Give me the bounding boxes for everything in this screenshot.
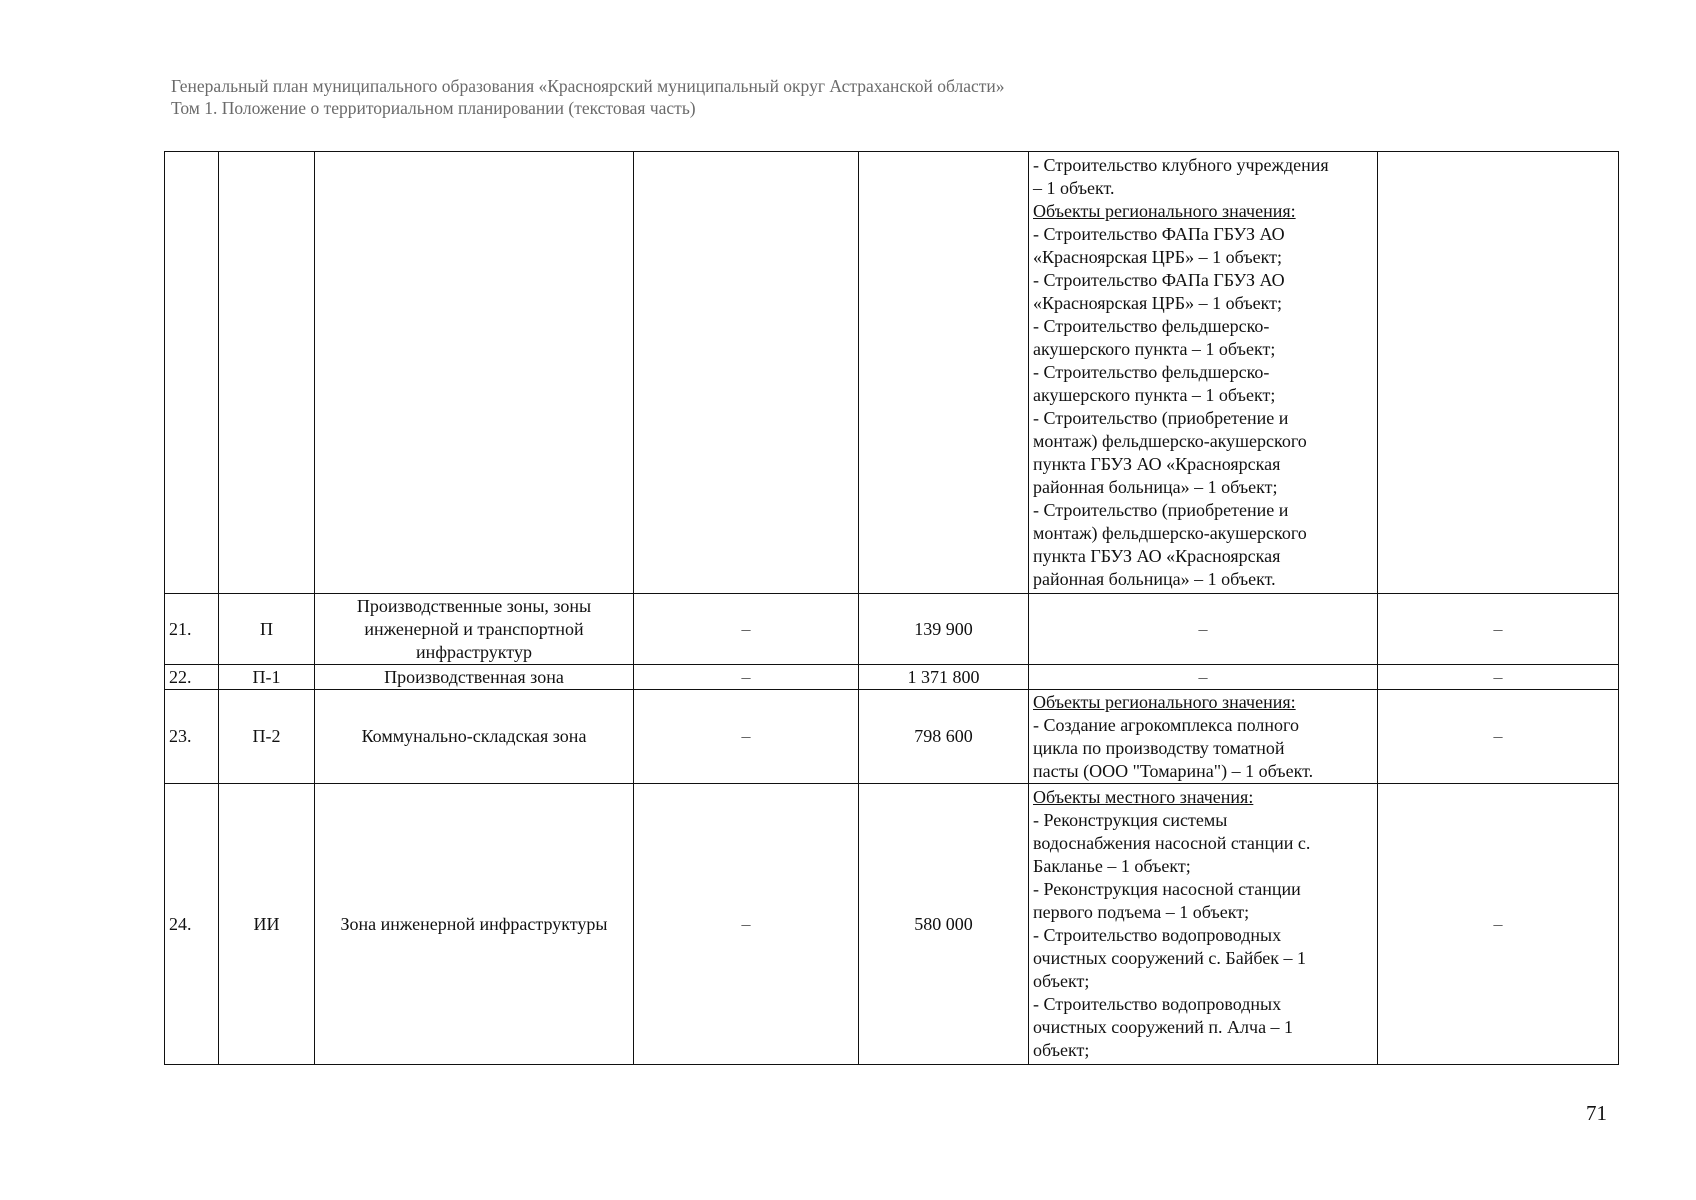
desc-line: акушерского пункта – 1 объект; xyxy=(1033,385,1276,405)
desc-line: - Строительство фельдшерско- xyxy=(1033,316,1270,336)
desc-line: очистных сооружений с. Байбек – 1 xyxy=(1033,948,1307,968)
desc-line: - Строительство водопроводных xyxy=(1033,925,1282,945)
cell-zone-name: Зона инженерной инфраструктуры xyxy=(315,784,634,1065)
cell-zone-name: Производственная зона xyxy=(315,665,634,690)
cell-empty xyxy=(1378,152,1619,594)
cell-objects xyxy=(1029,152,1378,594)
desc-line: «Красноярская ЦРБ» – 1 объект; xyxy=(1033,293,1283,313)
cell-empty xyxy=(315,152,634,594)
desc-line: - Реконструкция системы xyxy=(1033,810,1228,830)
cell-col7: – xyxy=(1378,784,1619,1065)
desc-line: акушерского пункта – 1 объект; xyxy=(1033,339,1276,359)
desc-line: - Реконструкция насосной станции xyxy=(1033,879,1301,899)
cell-objects xyxy=(1029,784,1378,1065)
desc-line: - Строительство (приобретение и xyxy=(1033,500,1289,520)
cell-col7: – xyxy=(1378,690,1619,784)
table-row xyxy=(165,784,1619,1065)
desc-line: очистных сооружений п. Алча – 1 xyxy=(1033,1017,1294,1037)
cell-zone-name: Производственные зоны, зоны инженерной и транспортной инфраструктур xyxy=(315,594,634,665)
desc-line: объект; xyxy=(1033,1040,1090,1060)
cell-col7: – xyxy=(1378,665,1619,690)
desc-line: «Красноярская ЦРБ» – 1 объект; xyxy=(1033,247,1283,267)
desc-line: – xyxy=(1198,666,1208,687)
desc-line: Бакланье – 1 объект; xyxy=(1033,856,1191,876)
desc-line: - Строительство (приобретение и xyxy=(1033,408,1289,428)
cell-col4: – xyxy=(634,665,859,690)
cell-col4: – xyxy=(634,784,859,1065)
desc-line: - Строительство водопроводных xyxy=(1033,994,1282,1014)
desc-line: - Строительство ФАПа ГБУЗ АО xyxy=(1033,224,1285,244)
cell-zone-name: Коммунально-складская зона xyxy=(315,690,634,784)
table-row xyxy=(165,665,1619,690)
desc-line: районная больница» – 1 объект. xyxy=(1033,569,1276,589)
desc-line: – xyxy=(1198,618,1208,639)
cell-area: 139 900 xyxy=(859,594,1029,665)
cell-col4: – xyxy=(634,594,859,665)
cell-row-number: 22. xyxy=(165,665,219,690)
cell-area: 1 371 800 xyxy=(859,665,1029,690)
desc-line: объект; xyxy=(1033,971,1090,991)
cell-zone-code: П xyxy=(219,594,315,665)
cell-zone-code: П-2 xyxy=(219,690,315,784)
desc-line: – 1 объект. xyxy=(1033,178,1115,198)
cell-objects xyxy=(1029,690,1378,784)
section-heading: Объекты местного значения: xyxy=(1033,787,1254,807)
table-row xyxy=(165,690,1619,784)
document-header xyxy=(171,75,1005,119)
desc-line: водоснабжения насосной станции с. xyxy=(1033,833,1311,853)
cell-row-number: 23. xyxy=(165,690,219,784)
desc-line: - Строительство ФАПа ГБУЗ АО xyxy=(1033,270,1285,290)
desc-line: районная больница» – 1 объект; xyxy=(1033,477,1278,497)
cell-objects xyxy=(1029,594,1378,665)
desc-line: - Строительство фельдшерско- xyxy=(1033,362,1270,382)
desc-line: монтаж) фельдшерско-акушерского xyxy=(1033,523,1307,543)
desc-line: - Строительство клубного учреждения xyxy=(1033,155,1329,175)
desc-line: цикла по производству томатной xyxy=(1033,737,1285,758)
cell-area: 580 000 xyxy=(859,784,1029,1065)
document-title-line: Генеральный план муниципального образования «Красноярский муниципальный округ Астраханской области» xyxy=(171,76,1005,96)
zones-table xyxy=(164,151,1619,1065)
page-number: 71 xyxy=(1586,1101,1607,1125)
desc-line: - Создание агрокомплекса полного xyxy=(1033,714,1299,735)
desc-line: пункта ГБУЗ АО «Красноярская xyxy=(1033,454,1281,474)
desc-line: первого подъема – 1 объект; xyxy=(1033,902,1250,922)
desc-line: пункта ГБУЗ АО «Красноярская xyxy=(1033,546,1281,566)
cell-empty xyxy=(859,152,1029,594)
table-row xyxy=(165,594,1619,665)
desc-line: пасты (ООО "Томарина") – 1 объект. xyxy=(1033,760,1314,781)
cell-col7: – xyxy=(1378,594,1619,665)
document-volume-line: Том 1. Положение о территориальном планировании (текстовая часть) xyxy=(171,98,696,118)
cell-area: 798 600 xyxy=(859,690,1029,784)
cell-objects xyxy=(1029,665,1378,690)
cell-row-number: 24. xyxy=(165,784,219,1065)
cell-empty xyxy=(634,152,859,594)
cell-empty xyxy=(219,152,315,594)
cell-zone-code: П-1 xyxy=(219,665,315,690)
section-heading: Объекты регионального значения: xyxy=(1033,201,1296,221)
cell-empty xyxy=(165,152,219,594)
cell-zone-code: ИИ xyxy=(219,784,315,1065)
cell-col4: – xyxy=(634,690,859,784)
desc-line: монтаж) фельдшерско-акушерского xyxy=(1033,431,1307,451)
cell-row-number: 21. xyxy=(165,594,219,665)
section-heading: Объекты регионального значения: xyxy=(1033,691,1296,712)
table-row-continuation xyxy=(165,152,1619,594)
